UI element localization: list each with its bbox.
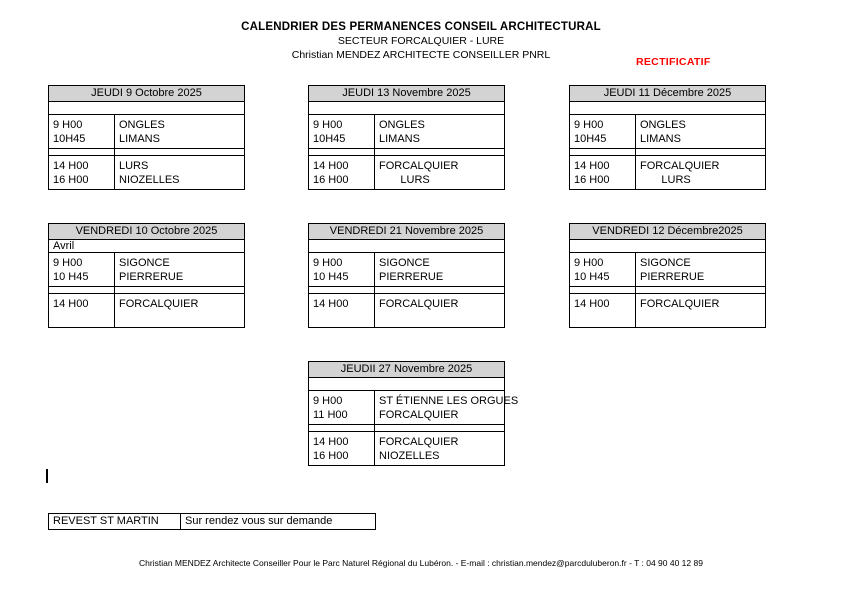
time-cell (49, 294, 115, 328)
place-line: FORCALQUIER (640, 160, 720, 172)
spacer-cell (375, 425, 505, 432)
schedule-row (309, 156, 505, 190)
table-title: JEUDI 9 Octobre 2025 (49, 86, 245, 102)
place-cell (375, 294, 505, 328)
time-cell (49, 156, 115, 190)
month-note-cell (570, 102, 766, 115)
place-line (119, 311, 244, 325)
time-line: 10H45 (574, 133, 607, 145)
schedule-row (309, 115, 505, 149)
place-line: SIGONCE (379, 257, 430, 269)
month-note-row (49, 102, 245, 115)
schedule-table (308, 223, 505, 328)
rectificatif-label: RECTIFICATIF (636, 56, 711, 68)
schedule-row (570, 156, 766, 190)
time-cell (570, 253, 636, 287)
time-line: 9 H00 (313, 395, 343, 407)
place-line: SIGONCE (640, 257, 691, 269)
time-line: 16 H00 (313, 174, 349, 186)
time-line: 10 H45 (574, 271, 610, 283)
spacer-cell (636, 287, 766, 294)
table-header-row (49, 224, 245, 240)
month-note-cell (309, 378, 505, 391)
place-line: FORCALQUIER (379, 298, 459, 310)
time-line: 16 H00 (53, 174, 89, 186)
time-line: 14 H00 (313, 160, 349, 172)
time-cell (570, 115, 636, 149)
place-line: LIMANS (379, 133, 420, 145)
schedule-table (48, 223, 245, 328)
table-header-row (570, 224, 766, 240)
spacer-row (49, 149, 245, 156)
time-cell (309, 391, 375, 425)
table-header-row (309, 86, 505, 102)
time-cell (309, 115, 375, 149)
place-cell (375, 391, 519, 425)
time-cell (309, 294, 375, 328)
place-line: SIGONCE (119, 257, 170, 269)
spacer-row (309, 149, 505, 156)
time-line: 14 H00 (313, 298, 349, 310)
time-line: 14 H00 (313, 436, 349, 448)
spacer-row (309, 287, 505, 294)
time-line: 10 H45 (53, 271, 89, 283)
place-line: LURS (379, 174, 430, 186)
spacer-cell (309, 425, 375, 432)
revest-info-cell: Sur rendez vous sur demande (185, 515, 333, 527)
place-line: ONGLES (379, 119, 425, 131)
month-note-cell: Avril (49, 240, 245, 253)
schedule-row (309, 253, 505, 287)
schedule-table (308, 361, 519, 466)
time-line: 14 H00 (53, 160, 89, 172)
place-cell (636, 294, 766, 328)
time-line: 9 H00 (574, 119, 604, 131)
schedule-row (570, 294, 766, 328)
spacer-cell (375, 149, 505, 156)
schedule-table-grid (308, 85, 505, 190)
time-line: 10 H45 (313, 271, 349, 283)
spacer-cell (570, 149, 636, 156)
schedule-table-grid (569, 85, 766, 190)
schedule-table-grid (48, 85, 245, 190)
spacer-cell (309, 287, 375, 294)
time-line: 9 H00 (313, 257, 343, 269)
place-line: FORCALQUIER (379, 160, 459, 172)
spacer-cell (309, 149, 375, 156)
place-line: FORCALQUIER (640, 298, 720, 310)
month-note-row (309, 240, 505, 253)
place-cell (115, 253, 245, 287)
time-line: 14 H00 (574, 160, 610, 172)
spacer-cell (375, 287, 505, 294)
place-line: LURS (640, 174, 691, 186)
schedule-row (570, 115, 766, 149)
time-line: 10H45 (53, 133, 86, 145)
time-line: 9 H00 (53, 119, 83, 131)
schedule-table-grid (308, 361, 519, 466)
page-title: CALENDRIER DES PERMANENCES CONSEIL ARCHITECTURAL (241, 21, 601, 33)
spacer-cell (49, 287, 115, 294)
place-cell (375, 432, 505, 466)
spacer-row (570, 149, 766, 156)
time-line: 9 H00 (574, 257, 604, 269)
table-title: JEUDI 11 Décembre 2025 (570, 86, 766, 102)
month-note-row (309, 378, 505, 391)
time-cell (309, 432, 375, 466)
schedule-table-grid (48, 223, 245, 328)
month-note-cell (49, 102, 245, 115)
spacer-cell (49, 149, 115, 156)
month-note-cell (309, 102, 505, 115)
place-cell (375, 253, 505, 287)
time-cell (570, 294, 636, 328)
place-line: FORCALQUIER (379, 436, 459, 448)
spacer-cell (636, 149, 766, 156)
month-note-cell (309, 240, 505, 253)
place-line: PIERRERUE (640, 271, 705, 283)
time-line: 9 H00 (53, 257, 83, 269)
place-line: PIERRERUE (119, 271, 184, 283)
time-line (313, 311, 374, 325)
schedule-table (569, 223, 766, 328)
month-note-row (49, 240, 245, 253)
table-title: VENDREDI 21 Novembre 2025 (309, 224, 505, 240)
schedule-row (49, 156, 245, 190)
place-line: NIOZELLES (119, 174, 180, 186)
schedule-table (308, 85, 505, 190)
revest-table (48, 513, 376, 530)
time-line: 16 H00 (574, 174, 610, 186)
spacer-row (49, 287, 245, 294)
time-cell (49, 253, 115, 287)
time-line: 11 H00 (313, 409, 348, 421)
schedule-table (569, 85, 766, 190)
schedule-row (309, 432, 505, 466)
schedule-row (309, 294, 505, 328)
time-line: 16 H00 (313, 450, 349, 462)
table-header-row (309, 362, 505, 378)
revest-name-cell: REVEST ST MARTIN (49, 514, 181, 529)
place-line: FORCALQUIER (119, 298, 199, 310)
spacer-row (570, 287, 766, 294)
month-note-row (309, 102, 505, 115)
place-line: ONGLES (640, 119, 686, 131)
place-line: LIMANS (119, 133, 160, 145)
document-header (0, 21, 842, 61)
schedule-row (49, 253, 245, 287)
time-line: 14 H00 (53, 298, 89, 310)
table-header-row (570, 86, 766, 102)
footer-text: Christian MENDEZ Architecte Conseiller Pour le Parc Naturel Régional du Lubéron. - E-mail : christian.mendez@parcduluberon.fr - T : 04 90 40 12 89 (139, 558, 703, 568)
place-line: ST ÉTIENNE LES ORGUES (379, 395, 519, 407)
schedule-table-grid (308, 223, 505, 328)
schedule-table-grid (569, 223, 766, 328)
table-header-row (309, 224, 505, 240)
cursor-artifact (46, 469, 48, 483)
subtitle-conseiller: Christian MENDEZ ARCHITECTE CONSEILLER PNRL (291, 49, 551, 61)
table-title: VENDREDI 12 Décembre2025 (570, 224, 766, 240)
place-line (640, 311, 765, 325)
month-note-row (570, 102, 766, 115)
table-title: JEUDI 13 Novembre 2025 (309, 86, 505, 102)
time-cell (309, 253, 375, 287)
time-cell (309, 156, 375, 190)
time-line: 14 H00 (574, 298, 610, 310)
time-line: 10H45 (313, 133, 346, 145)
place-cell (636, 253, 766, 287)
place-line: LIMANS (640, 133, 681, 145)
place-line: LURS (119, 160, 149, 172)
month-note-cell (570, 240, 766, 253)
schedule-row (49, 115, 245, 149)
time-line: 9 H00 (313, 119, 343, 131)
place-cell (375, 115, 505, 149)
place-cell (115, 294, 245, 328)
place-cell (636, 156, 766, 190)
place-cell (115, 115, 245, 149)
schedule-row (570, 253, 766, 287)
schedule-table (48, 85, 245, 190)
place-cell (115, 156, 245, 190)
time-cell (49, 115, 115, 149)
time-line (53, 311, 114, 325)
place-line: NIOZELLES (379, 450, 440, 462)
place-line: FORCALQUIER (379, 409, 459, 421)
place-cell (636, 115, 766, 149)
place-line (379, 311, 504, 325)
place-cell (375, 156, 505, 190)
time-cell (570, 156, 636, 190)
place-line: ONGLES (119, 119, 165, 131)
table-title: VENDREDI 10 Octobre 2025 (49, 224, 245, 240)
time-line (574, 311, 635, 325)
subtitle-secteur: SECTEUR FORCALQUIER - LURE (337, 35, 505, 47)
spacer-cell (115, 149, 245, 156)
month-note-row (570, 240, 766, 253)
schedule-row (309, 391, 505, 425)
schedule-row (49, 294, 245, 328)
place-line: PIERRERUE (379, 271, 444, 283)
spacer-cell (570, 287, 636, 294)
spacer-row (309, 425, 505, 432)
spacer-cell (115, 287, 245, 294)
table-header-row (49, 86, 245, 102)
table-title: JEUDII 27 Novembre 2025 (309, 362, 505, 378)
